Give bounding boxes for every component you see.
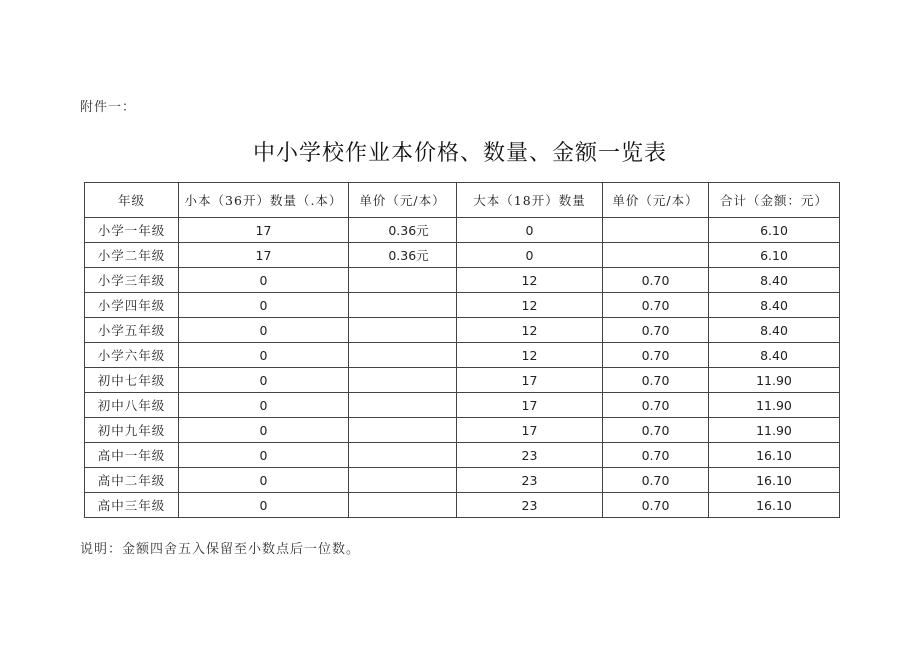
cell-large-price: 0.70 <box>603 468 709 493</box>
cell-large-qty: 17 <box>457 393 603 418</box>
table-header-row <box>85 183 840 218</box>
cell-grade: 高中二年级 <box>85 468 179 493</box>
cell-large-qty: 12 <box>457 268 603 293</box>
cell-large-price: 0.70 <box>603 493 709 518</box>
cell-small-price <box>349 443 457 468</box>
cell-total: 16.10 <box>709 443 840 468</box>
annex-label: 附件一： <box>80 100 137 115</box>
cell-small-qty: 0 <box>179 393 349 418</box>
cell-grade: 初中八年级 <box>85 393 179 418</box>
cell-small-price <box>349 493 457 518</box>
cell-small-qty: 17 <box>179 218 349 243</box>
cell-small-qty: 0 <box>179 493 349 518</box>
cell-small-price <box>349 268 457 293</box>
cell-small-price: 0.36元 <box>349 243 457 268</box>
cell-total: 8.40 <box>709 268 840 293</box>
cell-grade: 小学一年级 <box>85 218 179 243</box>
price-table <box>84 182 840 518</box>
table-row <box>85 443 840 468</box>
table-row <box>85 368 840 393</box>
cell-small-price: 0.36元 <box>349 218 457 243</box>
table-row <box>85 293 840 318</box>
cell-small-price <box>349 293 457 318</box>
cell-large-qty: 17 <box>457 368 603 393</box>
cell-grade: 小学四年级 <box>85 293 179 318</box>
cell-small-qty: 0 <box>179 318 349 343</box>
cell-grade: 高中一年级 <box>85 443 179 468</box>
cell-grade: 小学五年级 <box>85 318 179 343</box>
cell-grade: 初中七年级 <box>85 368 179 393</box>
cell-small-qty: 0 <box>179 443 349 468</box>
cell-total: 11.90 <box>709 393 840 418</box>
cell-small-price <box>349 468 457 493</box>
table-body <box>85 218 840 518</box>
cell-total: 8.40 <box>709 318 840 343</box>
table-row <box>85 218 840 243</box>
cell-small-qty: 0 <box>179 343 349 368</box>
cell-large-qty: 0 <box>457 243 603 268</box>
table-row <box>85 393 840 418</box>
cell-small-price <box>349 418 457 443</box>
cell-grade: 小学二年级 <box>85 243 179 268</box>
cell-small-qty: 0 <box>179 293 349 318</box>
cell-large-price: 0.70 <box>603 393 709 418</box>
table-row <box>85 493 840 518</box>
cell-large-qty: 23 <box>457 468 603 493</box>
cell-total: 8.40 <box>709 293 840 318</box>
cell-grade: 小学六年级 <box>85 343 179 368</box>
cell-large-qty: 23 <box>457 443 603 468</box>
header-large-qty: 大本（18开）数量 <box>457 183 603 218</box>
cell-total: 8.40 <box>709 343 840 368</box>
table-row <box>85 318 840 343</box>
table-row <box>85 468 840 493</box>
cell-large-price: 0.70 <box>603 318 709 343</box>
cell-large-price: 0.70 <box>603 343 709 368</box>
cell-total: 6.10 <box>709 243 840 268</box>
cell-small-price <box>349 393 457 418</box>
cell-large-price: 0.70 <box>603 443 709 468</box>
cell-total: 16.10 <box>709 468 840 493</box>
cell-total: 16.10 <box>709 493 840 518</box>
cell-large-qty: 12 <box>457 343 603 368</box>
cell-large-price <box>603 218 709 243</box>
cell-total: 11.90 <box>709 418 840 443</box>
header-small-qty: 小本（36开）数量（.本） <box>179 183 349 218</box>
cell-large-qty: 0 <box>457 218 603 243</box>
header-grade: 年级 <box>85 183 179 218</box>
cell-small-qty: 0 <box>179 268 349 293</box>
table-row <box>85 268 840 293</box>
cell-total: 6.10 <box>709 218 840 243</box>
table-row <box>85 343 840 368</box>
table-row <box>85 418 840 443</box>
cell-small-qty: 0 <box>179 468 349 493</box>
header-total: 合计（金额：元） <box>709 183 840 218</box>
cell-small-price <box>349 318 457 343</box>
cell-large-price: 0.70 <box>603 418 709 443</box>
cell-large-qty: 12 <box>457 293 603 318</box>
cell-total: 11.90 <box>709 368 840 393</box>
cell-grade: 小学三年级 <box>85 268 179 293</box>
page-title: 中小学校作业本价格、数量、金额一览表 <box>252 141 667 166</box>
cell-small-qty: 0 <box>179 418 349 443</box>
cell-large-qty: 23 <box>457 493 603 518</box>
cell-large-qty: 12 <box>457 318 603 343</box>
header-large-price: 单价（元/本） <box>603 183 709 218</box>
cell-small-price <box>349 343 457 368</box>
cell-large-price <box>603 243 709 268</box>
cell-grade: 初中九年级 <box>85 418 179 443</box>
cell-grade: 高中三年级 <box>85 493 179 518</box>
header-small-price: 单价（元/本） <box>349 183 457 218</box>
cell-small-price <box>349 368 457 393</box>
footnote: 说明：金额四舍五入保留至小数点后一位数。 <box>80 542 361 557</box>
cell-large-qty: 17 <box>457 418 603 443</box>
cell-large-price: 0.70 <box>603 293 709 318</box>
table-row <box>85 243 840 268</box>
cell-large-price: 0.70 <box>603 268 709 293</box>
cell-large-price: 0.70 <box>603 368 709 393</box>
cell-small-qty: 17 <box>179 243 349 268</box>
cell-small-qty: 0 <box>179 368 349 393</box>
